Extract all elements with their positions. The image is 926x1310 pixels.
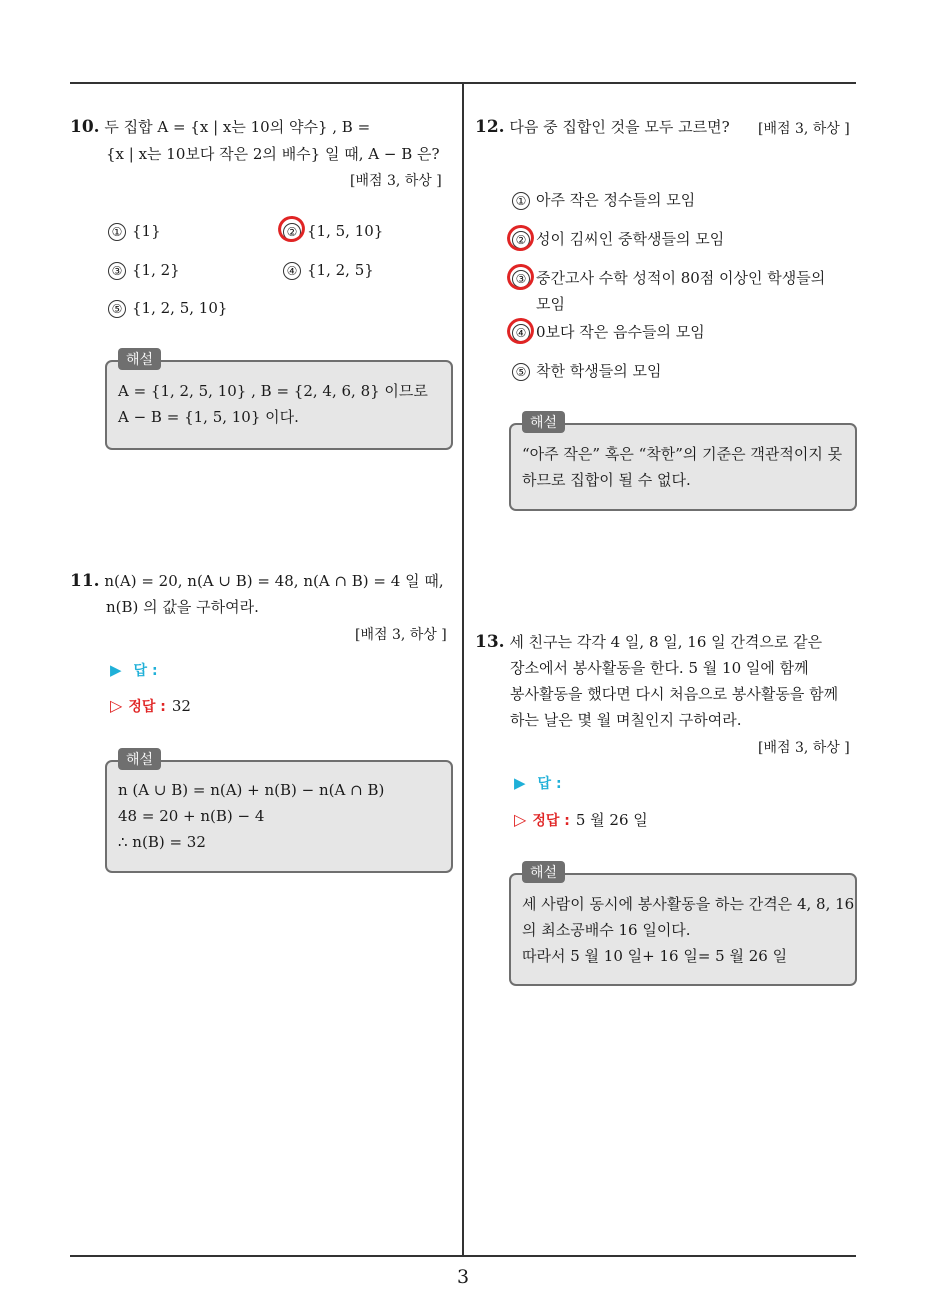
question-number: 13.: [475, 632, 505, 652]
question-text: 두 집합 A = {x | x는 10의 약수} , B =: [104, 118, 371, 136]
question-number: 10.: [70, 117, 100, 137]
option-3[interactable]: ③ {1, 2}: [108, 260, 180, 280]
bottom-rule: [70, 1255, 856, 1257]
triangle-outline-icon: ▷: [110, 696, 123, 715]
page-number: 3: [456, 1266, 470, 1288]
answer-mark-circle: [503, 260, 537, 294]
solution-tag: 해설: [522, 411, 565, 433]
answer-field[interactable]: ▶ 답 :: [514, 774, 562, 792]
question-text: 다음 중 집합인 것을 모두 고르면?: [509, 118, 730, 136]
option-1[interactable]: ① 아주 작은 정수들의 모임: [512, 190, 695, 210]
solution-box: [105, 360, 453, 450]
play-icon: ▶: [110, 661, 122, 679]
solution-line: 의 최소공배수 16 일이다.: [522, 921, 691, 939]
correct-answer: ▷ 정답 : 5 월 26 일: [514, 810, 648, 829]
score-label: [배점 3, 하상 ]: [758, 740, 850, 756]
score-label: [배점 3, 하상 ]: [355, 627, 447, 643]
solution-tag: 해설: [118, 748, 161, 770]
option-2[interactable]: ② 성이 김씨인 중학생들의 모임: [512, 229, 724, 249]
option-5[interactable]: ⑤ {1, 2, 5, 10}: [108, 298, 227, 318]
question-text: n(B) 의 값을 구하여라.: [106, 598, 259, 616]
option-4[interactable]: ④ 0보다 작은 음수들의 모임: [512, 322, 705, 342]
option-3[interactable]: ③ 중간고사 수학 성적이 80점 이상인 학생들의: [512, 268, 825, 288]
solution-line: A = {1, 2, 5, 10} , B = {2, 4, 6, 8} 이므로: [118, 382, 428, 400]
question-number: 12.: [475, 117, 505, 137]
question-text: 세 친구는 각각 4 일, 8 일, 16 일 간격으로 같은: [509, 633, 823, 651]
option-2[interactable]: ② {1, 5, 10}: [283, 221, 383, 241]
answer-mark-circle: [503, 221, 537, 255]
question-text: 하는 날은 몇 월 며칠인지 구하여라.: [510, 711, 742, 729]
question-text: n(A) = 20, n(A ∪ B) = 48, n(A ∩ B) = 4 일 때,: [104, 572, 444, 590]
option-4[interactable]: ④ {1, 2, 5}: [283, 260, 374, 280]
column-divider: [462, 83, 464, 1255]
play-icon: ▶: [514, 774, 526, 792]
solution-line: 하므로 집합이 될 수 없다.: [522, 471, 691, 489]
solution-line: 48 = 20 + n(B) − 4: [118, 807, 265, 825]
option-5[interactable]: ⑤ 착한 학생들의 모임: [512, 361, 661, 381]
answer-field[interactable]: ▶ 답 :: [110, 661, 158, 679]
score-label: [배점 3, 하상 ]: [350, 173, 442, 189]
solution-tag: 해설: [522, 861, 565, 883]
solution-line: “아주 작은” 혹은 “착한”의 기준은 객관적이지 못: [522, 445, 843, 463]
question-number: 11.: [70, 571, 100, 591]
triangle-outline-icon: ▷: [514, 810, 527, 829]
solution-tag: 해설: [118, 348, 161, 370]
solution-line: 세 사람이 동시에 봉사활동을 하는 간격은 4, 8, 16: [522, 895, 855, 913]
solution-box: [509, 423, 857, 511]
solution-line: ∴ n(B) = 32: [118, 833, 206, 851]
question-text: 장소에서 봉사활동을 한다. 5 월 10 일에 함께: [510, 659, 809, 677]
answer-mark-circle: [503, 314, 537, 348]
correct-answer: ▷ 정답 : 32: [110, 696, 191, 715]
solution-line: 따라서 5 월 10 일+ 16 일= 5 월 26 일: [522, 947, 788, 965]
score-label: [배점 3, 하상 ]: [758, 121, 850, 137]
question-text: {x | x는 10보다 작은 2의 배수} 일 때, A − B 은?: [106, 145, 440, 163]
option-1[interactable]: ① {1}: [108, 221, 161, 241]
option-3-continued: 모임: [536, 295, 565, 313]
question-text: 봉사활동을 했다면 다시 처음으로 봉사활동을 함께: [510, 685, 839, 703]
solution-line: A − B = {1, 5, 10} 이다.: [118, 408, 299, 426]
solution-line: n (A ∪ B) = n(A) + n(B) − n(A ∩ B): [118, 781, 385, 799]
